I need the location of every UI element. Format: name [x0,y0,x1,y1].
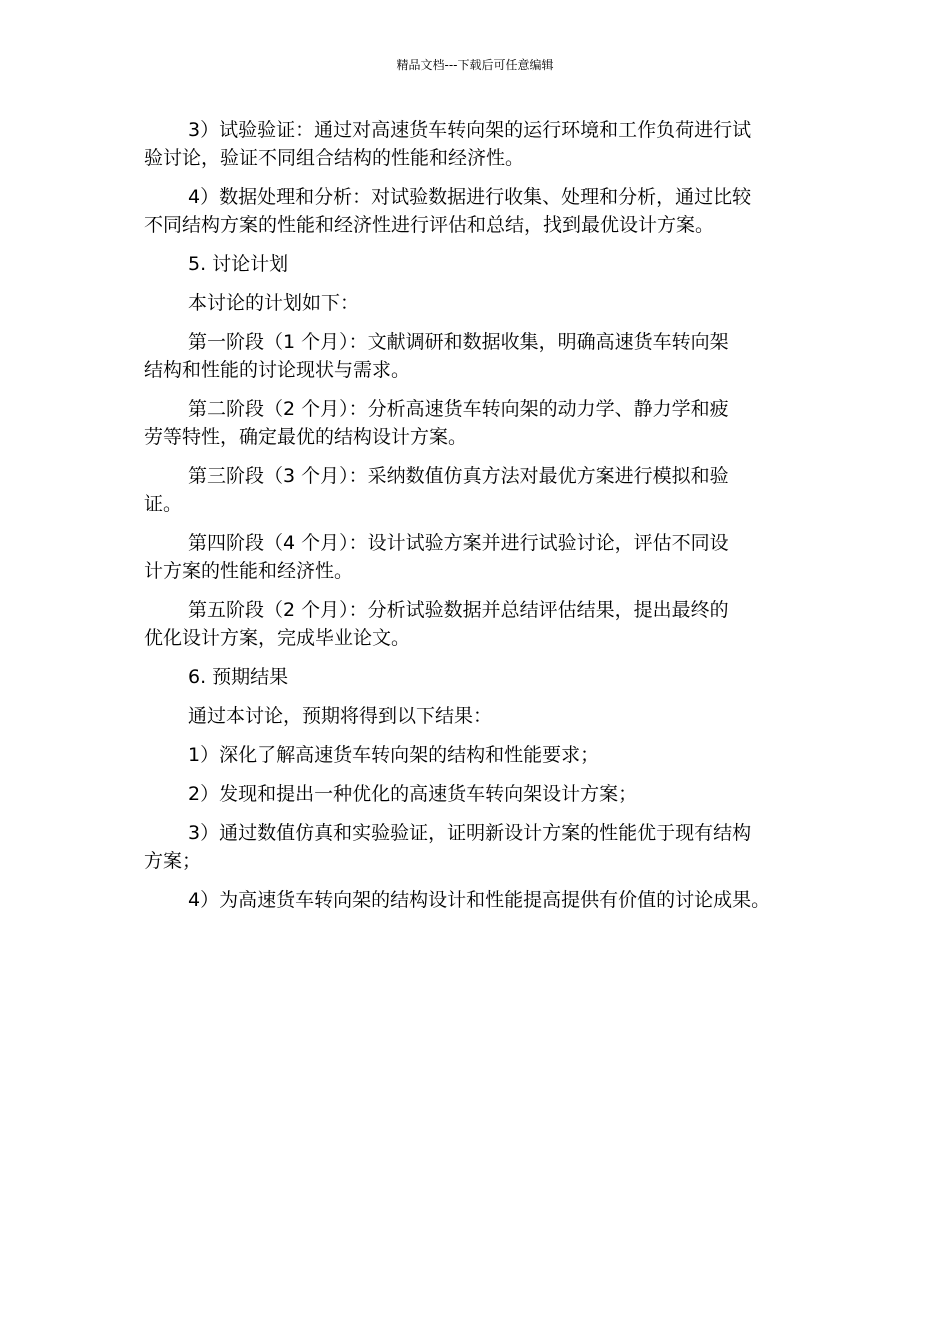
paragraph-line: 不同结构方案的性能和经济性进行评估和总结，找到最优设计方案。 [144,214,715,236]
paragraph-plan-intro [144,289,806,317]
paragraph-data-analysis [144,183,806,239]
page-header: 精品文档---下载后可任意编辑 [396,58,554,72]
paragraph-line: 计方案的性能和经济性。 [144,560,354,582]
paragraph-line: 3）通过数值仿真和实验验证，证明新设计方案的性能优于现有结构 [188,822,752,844]
paragraph-line: 4）为高速货车转向架的结构设计和性能提高提供有价值的讨论成果。 [188,889,771,911]
paragraph-line: 3）试验验证：通过对高速货车转向架的运行环境和工作负荷进行试 [188,119,752,141]
paragraph-line: 第三阶段（3 个月）：采纳数值仿真方法对最优方案进行模拟和验 [188,465,729,487]
paragraph-line: 2）发现和提出一种优化的高速货车转向架设计方案； [188,783,638,805]
paragraph-stage-one [144,328,806,384]
paragraph-stage-four [144,529,806,585]
paragraph-line: 5. 讨论计划 [188,253,289,275]
paragraph-line: 证。 [144,493,183,515]
paragraph-line: 通过本讨论，预期将得到以下结果： [188,705,493,727]
paragraph-results-intro [144,702,806,730]
paragraph-line: 本讨论的计划如下： [188,292,360,314]
paragraph-result-one [144,741,806,769]
paragraph-line: 6. 预期结果 [188,666,289,688]
paragraph-line: 结构和性能的讨论现状与需求。 [144,359,411,381]
section-heading-expected-results [144,663,806,691]
paragraph-line: 1）深化了解高速货车转向架的结构和性能要求； [188,744,600,766]
paragraph-line: 方案； [144,850,202,872]
paragraph-line: 验讨论，验证不同组合结构的性能和经济性。 [144,147,525,169]
paragraph-line: 第五阶段（2 个月）：分析试验数据并总结评估结果，提出最终的 [188,599,729,621]
paragraph-stage-five [144,596,806,652]
paragraph-result-two [144,780,806,808]
paragraph-test-verification [144,116,806,172]
document-body [144,116,806,925]
paragraph-line: 劳等特性，确定最优的结构设计方案。 [144,426,468,448]
paragraph-line: 第一阶段（1 个月）：文献调研和数据收集，明确高速货车转向架 [188,331,729,353]
paragraph-line: 优化设计方案，完成毕业论文。 [144,627,411,649]
paragraph-result-four [144,886,806,914]
paragraph-stage-three [144,462,806,518]
section-heading-plan [144,250,806,278]
paragraph-line: 第二阶段（2 个月）：分析高速货车转向架的动力学、静力学和疲 [188,398,729,420]
paragraph-line: 第四阶段（4 个月）：设计试验方案并进行试验讨论，评估不同设 [188,532,729,554]
paragraph-line: 4）数据处理和分析：对试验数据进行收集、处理和分析，通过比较 [188,186,752,208]
paragraph-result-three [144,819,806,875]
paragraph-stage-two [144,395,806,451]
